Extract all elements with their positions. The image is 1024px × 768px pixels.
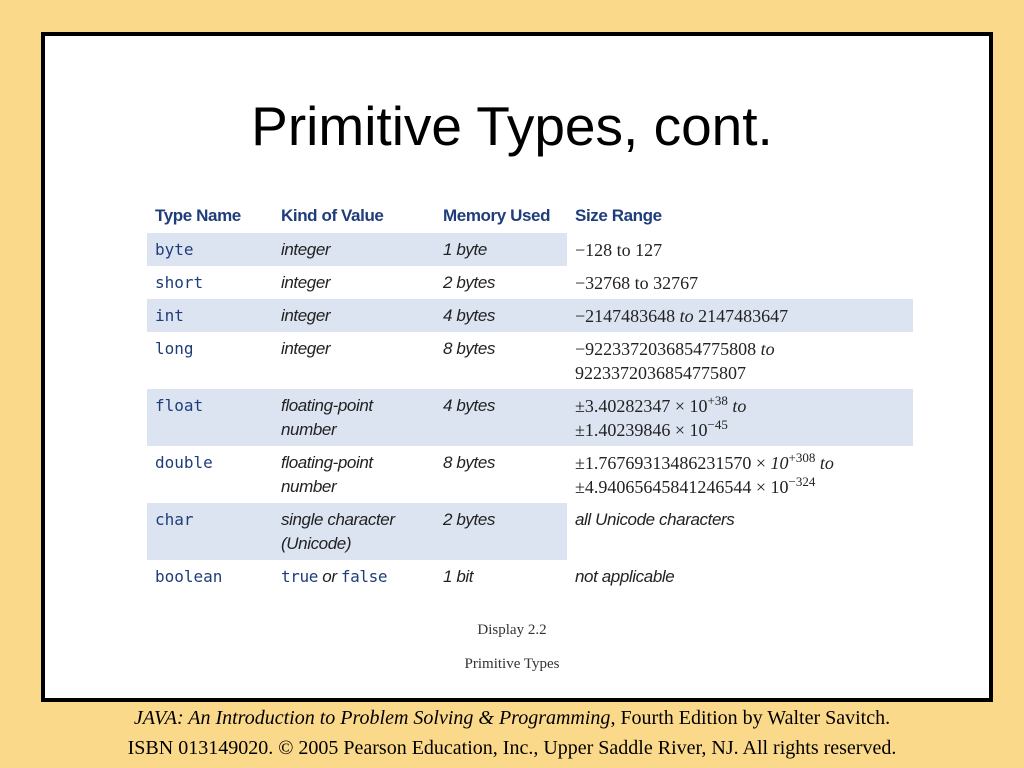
kind-cell: integer [281, 273, 331, 292]
table-row [147, 389, 913, 446]
header-type-name: Type Name [155, 206, 241, 225]
type-name-cell: float [147, 389, 273, 446]
type-name-cell: int [147, 299, 273, 332]
range-cell: −128 to 127 [575, 240, 663, 260]
table-row [147, 560, 913, 593]
range-cell [567, 299, 913, 332]
kind-line-1: floating-point [281, 396, 373, 415]
range-cell: not applicable [575, 567, 675, 586]
range-max: 2147483647 [698, 306, 789, 326]
table-row [147, 503, 913, 560]
memory-cell: 8 bytes [443, 453, 496, 472]
type-name-cell: double [155, 453, 213, 472]
range-cell [567, 389, 913, 446]
kind-cell [273, 560, 435, 593]
type-name-cell: char [147, 503, 273, 560]
footer-edition: , Fourth Edition by Walter Savitch. [610, 707, 891, 729]
range-min: ±1.40239846 × 10 [575, 420, 708, 440]
range-cell [567, 446, 913, 503]
kind-line-2: number [281, 420, 337, 439]
memory-cell: 1 byte [435, 233, 567, 266]
memory-cell: 4 bytes [435, 299, 567, 332]
table-row [147, 266, 913, 299]
range-to-word: to [760, 339, 775, 359]
range-to-word: to [819, 453, 834, 473]
range-max: ±3.40282347 × 10 [575, 396, 708, 416]
range-to-word: to [679, 306, 694, 326]
kind-cell [273, 446, 435, 503]
range-min: −2147483648 [575, 306, 676, 326]
kind-cell: integer [273, 233, 435, 266]
type-name-cell: boolean [155, 567, 223, 586]
exponent: +38 [707, 393, 728, 408]
type-name-cell: long [155, 339, 194, 358]
kind-cell: integer [281, 339, 331, 358]
kind-line-1: single character [281, 510, 395, 529]
memory-cell: 2 bytes [435, 503, 567, 560]
exponent: −324 [788, 474, 816, 489]
slide-title: Primitive Types, cont. [251, 95, 773, 157]
footer-book-line [0, 707, 1024, 730]
kind-true-literal: true [281, 567, 318, 586]
kind-line-2: number [281, 477, 337, 496]
range-to-word: to [732, 396, 747, 416]
primitive-types-table [147, 199, 913, 593]
exponent: −45 [707, 417, 728, 432]
range-min: ±4.94065645841246544 × 10 [575, 477, 789, 497]
table-row [147, 299, 913, 332]
memory-cell: 2 bytes [443, 273, 496, 292]
display-number-caption: Display 2.2 [477, 622, 547, 638]
range-cell: −32768 to 32767 [575, 273, 699, 293]
kind-line-1: floating-point [281, 453, 373, 472]
kind-line-2: (Unicode) [281, 534, 352, 553]
footer-book-title: JAVA: An Introduction to Problem Solving & Programming [133, 707, 611, 729]
exponent: +308 [788, 450, 816, 465]
table-row [147, 233, 913, 266]
range-ten: 10 [770, 453, 789, 473]
range-cell [567, 332, 913, 389]
table-header-row [147, 199, 913, 233]
kind-cell [273, 503, 435, 560]
kind-false-literal: false [340, 567, 388, 586]
range-max: ±1.76769313486231570 × [575, 453, 767, 473]
memory-cell: 4 bytes [435, 389, 567, 446]
memory-cell: 1 bit [443, 567, 474, 586]
kind-or-word: or [322, 567, 337, 586]
kind-cell [273, 389, 435, 446]
table-row [147, 332, 913, 389]
header-memory-used: Memory Used [443, 206, 551, 225]
header-kind-of-value: Kind of Value [281, 206, 384, 225]
range-min: −9223372036854775808 [575, 339, 757, 359]
type-name-cell: byte [147, 233, 273, 266]
type-name-cell: short [155, 273, 204, 292]
table-row [147, 446, 913, 503]
kind-cell: integer [273, 299, 435, 332]
footer-copyright: ISBN 013149020. © 2005 Pearson Education, Inc., Upper Saddle River, NJ. All rights reserved. [127, 737, 897, 759]
memory-cell: 8 bytes [443, 339, 496, 358]
range-cell: all Unicode characters [575, 510, 735, 529]
range-max: 9223372036854775807 [575, 363, 746, 383]
header-size-range: Size Range [575, 206, 662, 225]
display-name-caption: Primitive Types [464, 656, 560, 672]
